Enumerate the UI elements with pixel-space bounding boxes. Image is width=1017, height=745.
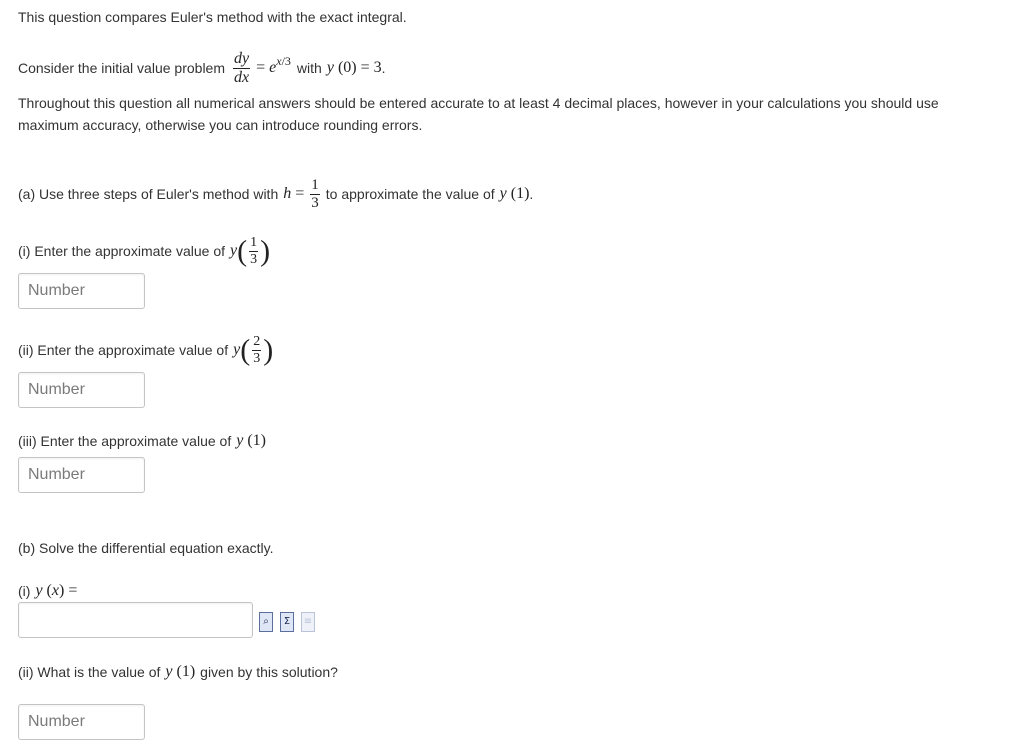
y-of-x-expression: y (x) =	[35, 582, 78, 599]
help-doc-icon[interactable]: ≡	[301, 612, 315, 632]
intro-text: This question compares Euler's method with the exact integral.	[18, 9, 407, 25]
part-b-ii-number-input[interactable]	[18, 704, 145, 740]
instructions-line-2: maximum accuracy, otherwise you can introduce rounding errors.	[18, 117, 423, 133]
ivp-statement	[18, 48, 386, 88]
part-a-ii-label: (ii) Enter the approximate value of	[18, 342, 229, 358]
part-a-prefix: (a) Use three steps of Euler's method with	[18, 186, 279, 202]
part-a-iii-number-input[interactable]	[18, 457, 145, 493]
part-b-ii-prefix: (ii) What is the value of	[18, 664, 161, 680]
step-size-expression: h = $\frac{1}{3}$	[283, 176, 319, 211]
ivp-prefix: Consider the initial value problem	[18, 60, 225, 76]
part-a-i-number-input[interactable]	[18, 273, 145, 309]
y-two-thirds-expression: y( $\frac{2}{3}$ )	[233, 333, 274, 366]
part-a-iii-question	[18, 430, 266, 452]
target-y1-expression: y (1)	[499, 185, 530, 202]
ivp-period: .	[381, 60, 386, 76]
part-a-ii-question	[18, 331, 273, 369]
part-b-ii-question	[18, 661, 338, 683]
part-a-period: .	[529, 186, 534, 202]
part-a-i-question	[18, 232, 270, 270]
y-one-exact-expression: y (1)	[165, 663, 196, 680]
part-b-i-question	[18, 580, 77, 602]
preview-icon[interactable]: ⌕	[259, 612, 273, 632]
part-b-i-label: (i)	[18, 583, 31, 599]
part-a-ii-number-input[interactable]	[18, 372, 145, 408]
part-b-ii-suffix: given by this solution?	[200, 664, 338, 680]
instructions-line-1: Throughout this question all numerical answers should be entered accurate to at least 4 decimal places, however in your calculations you should use	[18, 95, 939, 111]
ivp-with: with	[296, 60, 322, 76]
y-one-expression: y (1)	[236, 432, 266, 449]
y-one-third-expression: y( $\frac{1}{3}$ )	[230, 234, 271, 267]
part-b-i-expression-input[interactable]	[18, 602, 253, 638]
part-a-statement	[18, 176, 533, 212]
ivp-initial-condition: y (0) = 3	[326, 59, 382, 76]
part-b-title: (b) Solve the differential equation exactly.	[18, 540, 274, 556]
part-a-iii-label: (iii) Enter the approximate value of	[18, 433, 232, 449]
part-a-mid: to approximate the value of	[325, 186, 495, 202]
part-a-i-label: (i) Enter the approximate value of	[18, 243, 225, 259]
ivp-equation: $\frac{dy}{dx}$ = $e^{x/3}$	[234, 49, 291, 86]
formula-icon[interactable]: Σ	[280, 612, 294, 632]
